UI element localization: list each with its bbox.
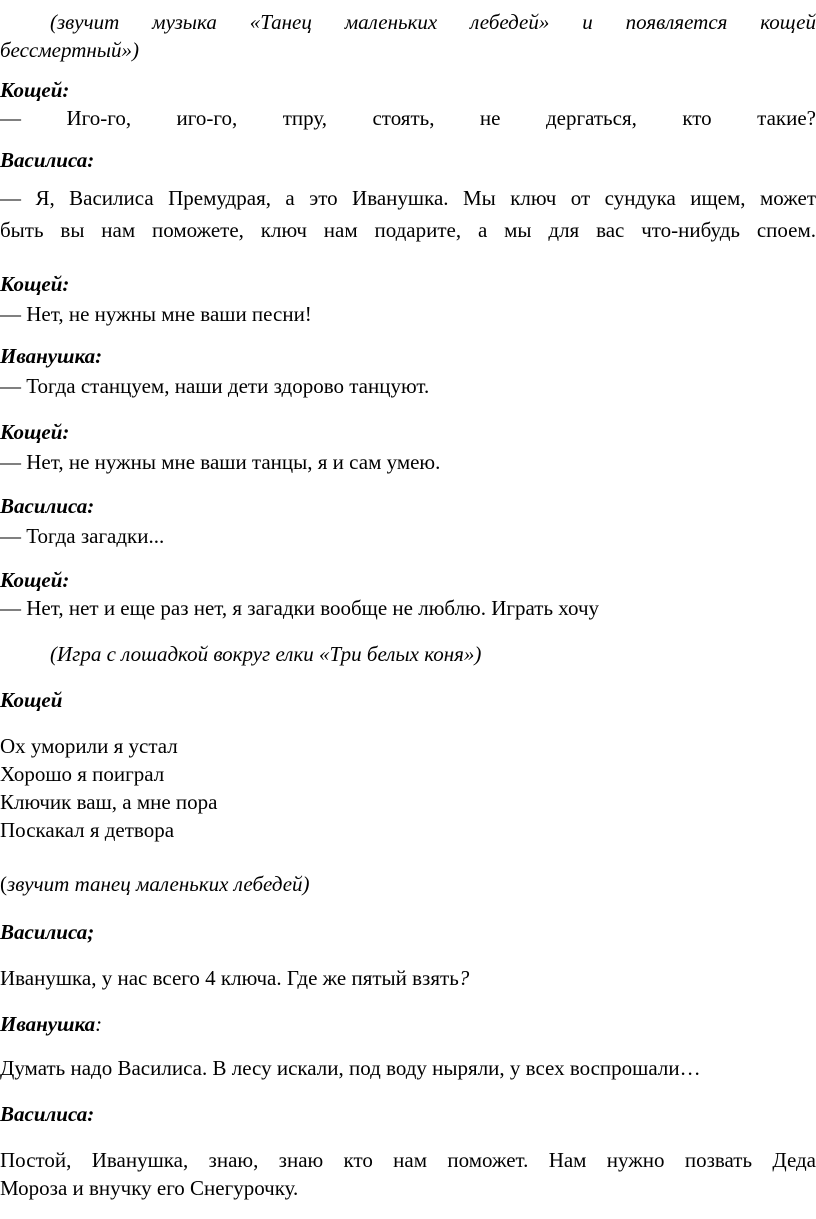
dialogue-line	[0, 964, 816, 992]
speaker-colon: :	[95, 1012, 103, 1036]
speaker-name: Кощей:	[0, 568, 70, 592]
dialogue-line: — Нет, не нужны мне ваши танцы, я и сам умею.	[0, 450, 441, 474]
dialogue-line: — Тогда загадки...	[0, 524, 165, 548]
speaker-name: Иванушка:	[0, 344, 103, 368]
speaker-name: Василиса:	[0, 494, 95, 518]
stage-direction	[0, 870, 816, 898]
dialogue-line: Мороза и внучку его Снегурочку.	[0, 1176, 299, 1200]
speaker-name: Кощей:	[0, 420, 70, 444]
verse-line: Ох уморили я устал	[0, 734, 178, 758]
dialogue-line: — Нет, не нужны мне ваши песни!	[0, 302, 312, 326]
verse-line: Хорошо я поиграл	[0, 762, 165, 786]
stage-direction: (Игра с лошадкой вокруг елки «Три белых коня»)	[50, 642, 482, 666]
dialogue-line: Думать надо Василиса. В лесу искали, под воду ныряли, у всех воспрошали…	[0, 1056, 701, 1080]
stage-direction-paren: (	[0, 872, 7, 896]
speaker-name-text: Иванушка	[0, 1012, 96, 1036]
speaker-name: Василиса;	[0, 920, 95, 944]
dialogue-line: — Иго-го, иго-го, тпру, стоять, не дергаться, кто такие?	[0, 106, 816, 130]
dialogue-line: — Я, Василиса Премудрая, а это Иванушка. Мы ключ от сундука ищем, может	[0, 186, 816, 210]
stage-direction-text: звучит танец маленьких лебедей)	[7, 872, 310, 896]
question-mark: ?	[458, 966, 470, 990]
verse-line: Ключик ваш, а мне пора	[0, 790, 218, 814]
dialogue-line: быть вы нам поможете, ключ нам подарите, а мы для вас что-нибудь споем.	[0, 218, 816, 242]
stage-direction: (звучит музыка «Танец маленьких лебедей» и появляется кощей	[50, 10, 816, 34]
speaker-name: Кощей:	[0, 272, 70, 296]
dialogue-line: — Нет, нет и еще раз нет, я загадки вообще не люблю. Играть хочу	[0, 596, 600, 620]
speaker-name: Кощей:	[0, 78, 70, 102]
speaker-name	[0, 1010, 816, 1038]
speaker-name: Василиса:	[0, 148, 95, 172]
speaker-name: Василиса:	[0, 1102, 95, 1126]
verse-line: Поскакал я детвора	[0, 818, 175, 842]
dialogue-line: — Тогда станцуем, наши дети здорово танцуют.	[0, 374, 430, 398]
dialogue-text: Иванушка, у нас всего 4 ключа. Где же пятый взять	[0, 966, 459, 990]
stage-direction-cont: бессмертный»)	[0, 38, 139, 62]
speaker-name: Кощей	[0, 688, 63, 712]
dialogue-line: Постой, Иванушка, знаю, знаю кто нам поможет. Нам нужно позвать Деда	[0, 1148, 816, 1172]
